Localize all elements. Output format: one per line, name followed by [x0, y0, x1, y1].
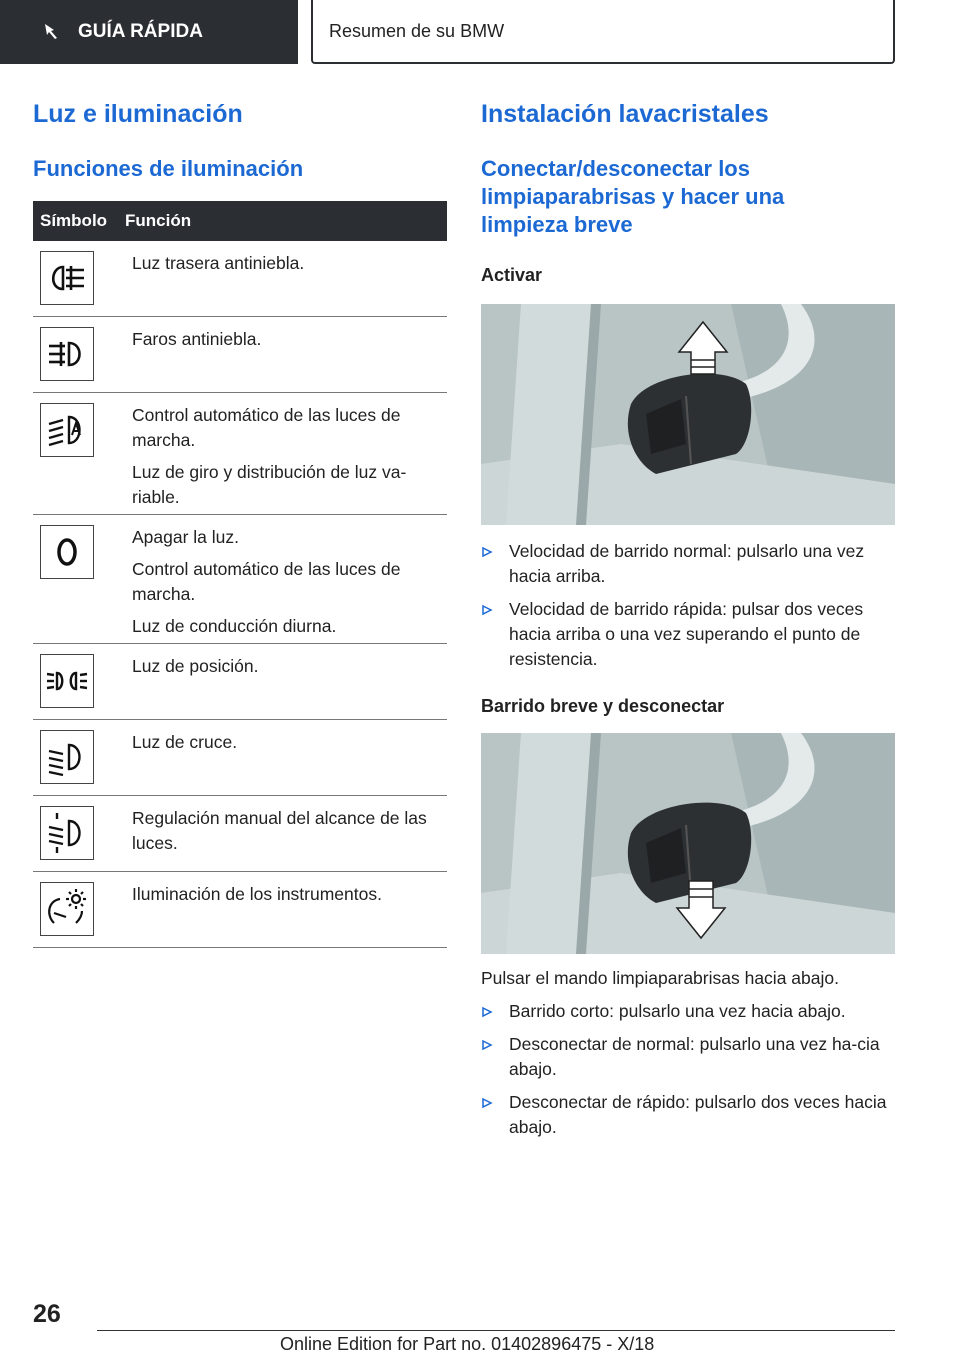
- table-row: [33, 796, 447, 872]
- activate-list: [481, 539, 895, 672]
- section-tab[interactable]: [0, 0, 298, 64]
- function-text: Regulación manual del alcance de las luces.: [132, 808, 427, 853]
- auto-headlight-icon: [40, 403, 94, 457]
- brief-heading: Barrido breve y desconectar: [481, 696, 725, 716]
- table-header: [33, 201, 447, 241]
- low-beam-icon: [40, 730, 94, 784]
- table-row: [33, 644, 447, 720]
- bullet-triangle-icon: [481, 1006, 493, 1018]
- list-item: Desconectar de normal: pulsarlo una vez ha-cia abajo.: [481, 1032, 895, 1082]
- lights-off-icon: [40, 525, 94, 579]
- wiper-down-image: [481, 733, 895, 954]
- section-subtitle: Conectar/desconectar los limpiaparabrisas y hacer una limpieza breve: [481, 156, 785, 237]
- activate-heading: Activar: [481, 265, 543, 285]
- table-row: [33, 241, 447, 317]
- brief-text: Pulsar el mando limpiaparabrisas hacia abajo.: [481, 968, 839, 988]
- function-text: Apagar la luz.: [132, 527, 240, 547]
- function-text: Faros antiniebla.: [132, 329, 262, 349]
- footer-divider: [97, 1330, 895, 1331]
- table-row: [33, 872, 447, 948]
- brief-list: [481, 999, 895, 1140]
- page-title: Luz e iluminación: [33, 100, 243, 128]
- function-text: Luz de conducción diurna.: [132, 616, 337, 636]
- list-item: Barrido corto: pulsarlo una vez hacia abajo.: [481, 999, 895, 1024]
- section-label: GUÍA RÁPIDA: [78, 21, 203, 42]
- page-number: 26: [33, 1300, 61, 1328]
- table-row: [33, 515, 447, 644]
- washer-section: [481, 100, 895, 1148]
- function-text: Luz de giro y distribución de luz va-riable.: [132, 462, 407, 507]
- lighting-table: [33, 201, 447, 948]
- column-header-function: Función: [125, 211, 192, 230]
- function-text: Luz de posición.: [132, 656, 259, 676]
- section-title: Instalación lavacristales: [481, 100, 769, 128]
- section-subtitle: Funciones de iluminación: [33, 156, 304, 181]
- chapter-header: [311, 0, 895, 64]
- column-header-symbol: Símbolo: [40, 211, 108, 230]
- bullet-triangle-icon: [481, 1097, 493, 1109]
- wiper-up-image: [481, 304, 895, 525]
- list-item: Velocidad de barrido rápida: pulsar dos veces hacia arriba o una vez superando el punto de resistencia.: [481, 597, 895, 672]
- function-text: Luz de cruce.: [132, 732, 238, 752]
- bullet-triangle-icon: [481, 546, 493, 558]
- front-fog-light-icon: [40, 327, 94, 381]
- instrument-lighting-icon: [40, 882, 94, 936]
- function-text: Luz trasera antiniebla.: [132, 253, 305, 273]
- list-item: Velocidad de barrido normal: pulsarlo una vez hacia arriba.: [481, 539, 895, 589]
- rear-fog-light-icon: [40, 251, 94, 305]
- function-text: Control automático de las luces de marcha.: [132, 405, 401, 450]
- table-row: [33, 720, 447, 796]
- table-row: [33, 317, 447, 393]
- function-text: Iluminación de los instrumentos.: [132, 884, 382, 904]
- quick-guide-icon: [42, 21, 64, 43]
- list-item: Desconectar de rápido: pulsarlo dos veces hacia abajo.: [481, 1090, 895, 1140]
- headlight-range-icon: [40, 806, 94, 860]
- parking-light-icon: [40, 654, 94, 708]
- lighting-section: [33, 100, 447, 948]
- edition-note: Online Edition for Part no. 01402896475 - X/18: [280, 1334, 655, 1354]
- bullet-triangle-icon: [481, 1039, 493, 1051]
- bullet-triangle-icon: [481, 604, 493, 616]
- function-text: Control automático de las luces de marcha.: [132, 559, 401, 604]
- table-row: [33, 393, 447, 515]
- chapter-label: Resumen de su BMW: [329, 20, 505, 41]
